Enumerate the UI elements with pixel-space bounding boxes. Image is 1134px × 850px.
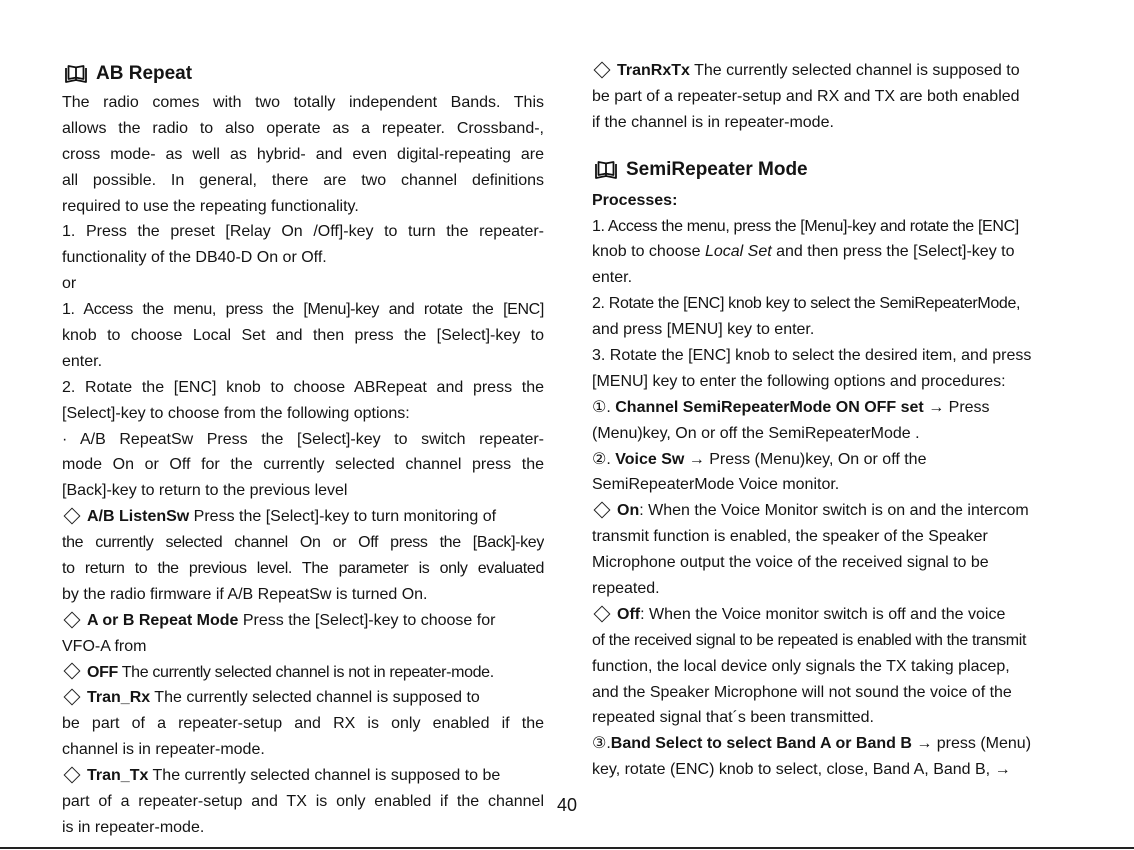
sr-step1-line-3: enter. [592,269,633,287]
tran-rx-term: Tran_Rx [87,689,151,707]
diamond-bullet-icon [64,663,81,680]
diamond-bullet-icon [64,689,81,706]
diamond-bullet-icon [594,605,611,622]
ab-mode-line-1: A or B Repeat Mode Press the [Select]-key to choose for [62,608,544,634]
sr-step3-line-1: 3. Rotate the [ENC] knob to select the desired item, and press [592,347,1032,365]
arrow-right-icon: → [684,450,710,468]
option2-line-1: ②. Voice Sw → Press (Menu)key, On or off the [592,450,927,468]
arrow-right-icon: → [923,398,949,416]
sr-step3-line-2: [MENU] key to enter the following options and procedures: [592,372,1006,390]
step1-alt-line-2: knob to choose Local Set and then press the [Select]-key to [62,327,544,345]
option2-line-2: SemiRepeaterMode Voice monitor. [592,476,840,494]
step1-alt-line-3: enter. [62,352,103,370]
tran-rx-line-1: Tran_Rx The currently selected channel is supposed to [62,685,544,711]
processes-label: Processes: [592,191,678,209]
local-set-term: Local Set [704,243,772,261]
footer-divider [0,847,1134,849]
listensw-line-2: the currently selected channel On or Off press the [Back]-key [62,534,544,552]
on-term: On [617,502,640,520]
book-icon [64,64,88,84]
sr-step2-line-2: and press [MENU] key to enter. [592,321,815,339]
tran-tx-term: Tran_Tx [87,767,149,785]
sr-step2-line-1: 2. Rotate the [ENC] knob key to select the SemiRepeaterMode, [592,295,1021,313]
intro-line-2: allows the radio to also operate as a repeater. Crossband-, [62,119,544,137]
intro-line-5: required to use the repeating functionality. [62,197,359,215]
on-line-3: Microphone output the voice of the received signal to be [592,554,989,572]
ab-mode-line-2: VFO-A from [62,637,147,655]
option3-line-2: key, rotate (ENC) knob to select, close, Band A, Band B, → [592,761,1011,779]
option3-number: ③. [592,735,611,753]
book-icon [594,160,618,180]
off-voice-line-1: Off: When the Voice monitor switch is off and the voice [592,602,1072,628]
intro-line-3: cross mode- as well as hybrid- and even digital-repeating are [62,145,544,163]
option1-title: Channel SemiRepeaterMode ON OFF set [610,398,924,416]
option2-title: Voice Sw [610,450,685,468]
option1-line-2: (Menu)key, On or off the SemiRepeaterMode . [592,424,920,442]
step1-alt-line-1: 1. Access the menu, press the [Menu]-key and rotate the [ENC] [62,301,544,319]
semirepeater-title: SemiRepeater Mode [626,158,808,180]
on-line-1: On: When the Voice Monitor switch is on and the intercom [592,498,1072,524]
sr-step1-line-1: 1. Access the menu, press the [Menu]-key and rotate the [ENC] [592,217,1019,235]
off-term: OFF [87,663,118,681]
on-line-4: repeated. [592,580,660,598]
step2-line-2: [Select]-key to choose from the following options: [62,404,410,422]
option3-title: Band Select to select Band A or Band B [610,735,912,753]
option3-line-1: ③.Band Select to select Band A or Band B → press (Menu) [592,735,1032,753]
diamond-bullet-icon [64,766,81,783]
listensw-line-3: to return to the previous level. The parameter is only evaluated [62,560,544,578]
repeatsw-line-3: [Back]-key to return to the previous level [62,482,348,500]
step2-line-1: 2. Rotate the [ENC] knob to choose ABRepeat and press the [62,378,544,396]
listensw-line-1: A/B ListenSw Press the [Select]-key to turn monitoring of [62,504,544,530]
tran-tx-line-1: Tran_Tx The currently selected channel is supposed to be [62,763,544,789]
diamond-bullet-icon [64,611,81,628]
diamond-bullet-icon [64,508,81,525]
tranrxtx-line-3: if the channel is in repeater-mode. [592,113,834,131]
arrow-right-icon: → [911,735,937,753]
off-voice-line-2: of the received signal to be repeated is enabled with the transmit [592,631,1027,649]
tranrxtx-term: TranRxTx [617,62,690,79]
listensw-line-4: by the radio firmware if A/B RepeatSw is turned On. [62,585,428,603]
option1-number: ①. [592,398,611,416]
ab-repeat-title: AB Repeat [96,63,193,84]
repeatsw-line-1: · A/B RepeatSw Press the [Select]-key to switch repeater- [62,430,544,448]
tranrxtx-line-1: TranRxTx The currently selected channel is supposed to [592,58,1072,84]
off-voice-line-5: repeated signal that´s been transmitted. [592,709,874,727]
or-text: or [62,275,77,293]
diamond-bullet-icon [594,61,611,78]
left-column [62,58,544,841]
repeatsw-line-2: mode On or Off for the currently selected channel press the [62,456,544,474]
tran-tx-line-2: part of a repeater-setup and TX is only enabled if the channel [62,793,544,811]
tran-rx-line-3: channel is in repeater-mode. [62,741,265,759]
ab-mode-term: A or B Repeat Mode [87,611,239,629]
tran-rx-line-2: be part of a repeater-setup and RX is only enabled if the [62,715,544,733]
step1-line-2: functionality of the DB40-D On or Off. [62,249,327,267]
off-voice-term: Off [617,605,641,623]
intro-line-1: The radio comes with two totally independent Bands. This [62,94,544,111]
sr-step1-line-2: knob to choose Local Set and then press the [Select]-key to [592,243,1015,261]
page-number: 40 [556,795,578,815]
right-column [592,58,1072,783]
ab-repeat-heading [62,58,544,90]
tranrxtx-line-2: be part of a repeater-setup and RX and TX are both enabled [592,87,1020,105]
off-line-1: OFF The currently selected channel is not in repeater-mode. [62,660,544,686]
listensw-term: A/B ListenSw [87,508,190,526]
off-voice-line-4: and the Speaker Microphone will not sound the voice of the [592,683,1012,701]
tran-tx-line-3: is in repeater-mode. [62,818,205,836]
diamond-bullet-icon [594,502,611,519]
step1-line-1: 1. Press the preset [Relay On /Off]-key to turn the repeater- [62,223,544,241]
option1-line-1: ①. Channel SemiRepeaterMode ON OFF set → Press [592,398,990,416]
option2-number: ②. [592,450,611,468]
on-line-2: transmit function is enabled, the speaker of the Speaker [592,528,988,546]
semirepeater-heading [592,154,1072,186]
intro-line-4: all possible. In general, there are two channel definitions [62,171,544,189]
off-voice-line-3: function, the local device only signals the TX taking placep, [592,657,1010,675]
